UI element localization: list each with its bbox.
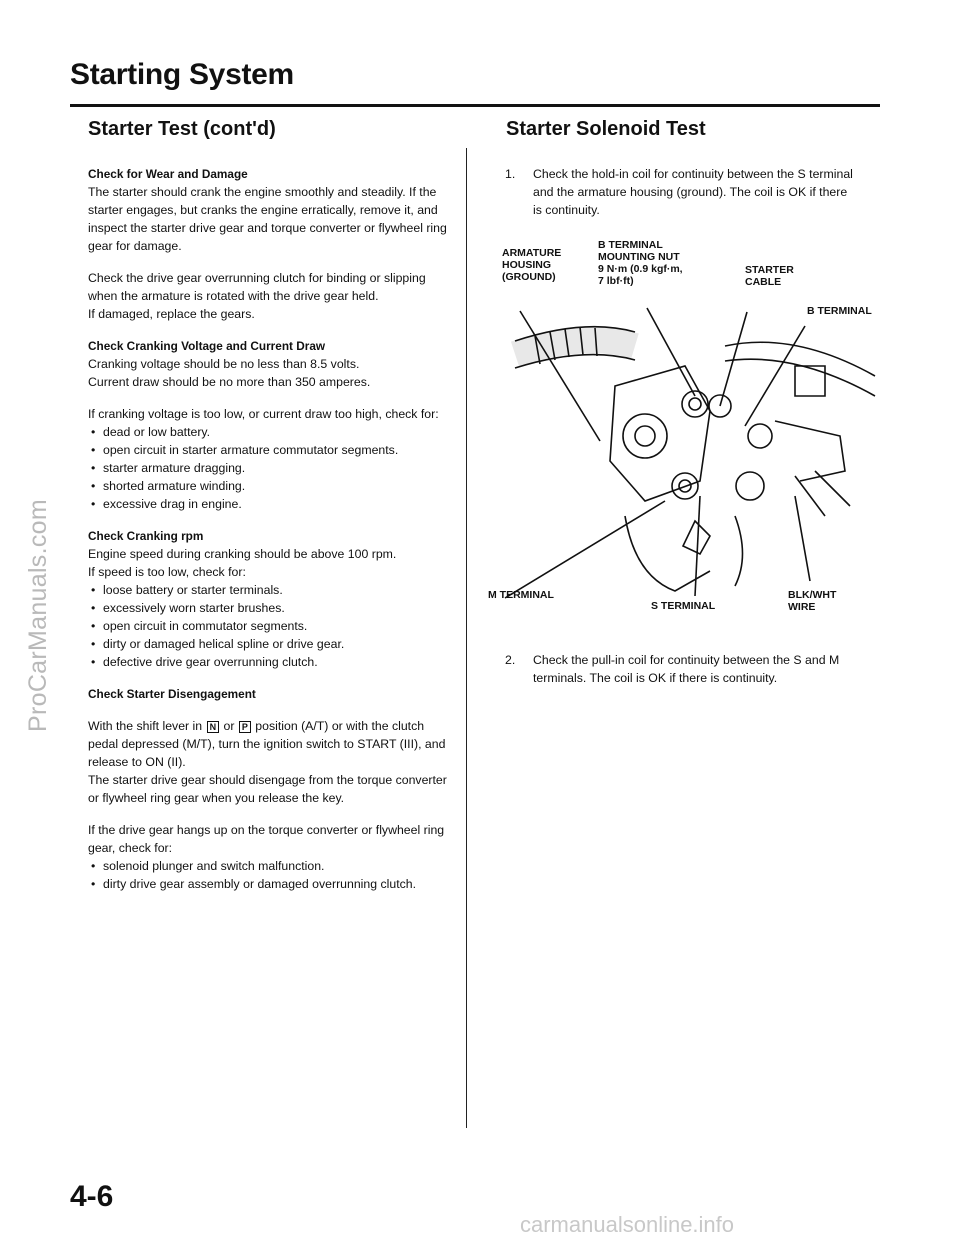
list-item: • dead or low battery.: [88, 423, 450, 441]
disengage-paragraph-1: With the shift lever in N or P position (A/T) or with the clutch pedal depressed (M/T), turn the ignition switch to START (III), and release to ON (II).: [88, 719, 446, 769]
wear-heading: Check for Wear and Damage: [88, 167, 248, 181]
neutral-key-icon: N: [207, 721, 220, 733]
wear-paragraph-3: If damaged, replace the gears.: [88, 307, 255, 321]
step-number: 2.: [505, 653, 516, 667]
list-item: • defective drive gear overrunning clutch.: [88, 653, 450, 671]
voltage-checklist: [88, 423, 450, 513]
solenoid-diagram: [488, 236, 875, 626]
column-divider: [466, 148, 467, 1128]
header-rule: [70, 104, 880, 107]
armature-housing-label: HOUSING: [502, 259, 552, 271]
voltage-heading: Check Cranking Voltage and Current Draw: [88, 339, 326, 353]
starter-test-title: Starter Test (cont'd): [88, 118, 276, 140]
voltage-intro: If cranking voltage is too low, or current draw too high, check for:: [88, 407, 439, 421]
wear-paragraph-2: Check the drive gear overrunning clutch for binding or slipping when the armature is rotated with the drive gear held.: [88, 271, 426, 303]
list-item: • starter armature dragging.: [88, 459, 450, 477]
voltage-line-1: Cranking voltage should be no less than 8.5 volts.: [88, 357, 360, 371]
list-item: • loose battery or starter terminals.: [88, 581, 450, 599]
b-terminal-nut-label: MOUNTING NUT: [598, 251, 680, 263]
solenoid-test-title: Starter Solenoid Test: [506, 118, 706, 140]
disengage-heading: Check Starter Disengagement: [88, 687, 256, 701]
step-2: [505, 651, 855, 687]
list-item: • dirty drive gear assembly or damaged overrunning clutch.: [88, 875, 450, 893]
blk-wht-wire-label: WIRE: [788, 601, 816, 613]
s-terminal-label: S TERMINAL: [651, 600, 716, 612]
voltage-line-2: Current draw should be no more than 350 amperes.: [88, 375, 371, 389]
m-terminal-label: M TERMINAL: [488, 589, 554, 601]
rpm-checklist: [88, 581, 450, 671]
page-number: 4-6: [70, 1180, 114, 1213]
step-text: Check the pull-in coil for continuity between the S and M terminals. The coil is OK if there is continuity.: [533, 653, 840, 685]
b-terminal-nut-label: B TERMINAL: [598, 239, 663, 251]
section-title: Starting System: [70, 58, 294, 91]
rpm-line-2: If speed is too low, check for:: [88, 565, 246, 579]
solenoid-illustration: [488, 236, 875, 626]
armature-housing-label: (GROUND): [502, 271, 556, 283]
list-item: • excessive drag in engine.: [88, 495, 450, 513]
list-item: • shorted armature winding.: [88, 477, 450, 495]
starter-cable-label: STARTER: [745, 264, 794, 276]
list-item: • dirty or damaged helical spline or drive gear.: [88, 635, 450, 653]
b-terminal-nut-label: 7 lbf·ft): [598, 275, 634, 287]
blk-wht-wire-label: BLK/WHT: [788, 589, 837, 601]
starter-cable-label: CABLE: [745, 276, 782, 288]
disengage-checklist: [88, 857, 450, 893]
wear-paragraph-1: The starter should crank the engine smoothly and steadily. If the starter engages, but cranks the engine erratically, remove it, and inspect the starter drive gear and torque converter or flywheel ring gear for damage.: [88, 185, 447, 253]
park-key-icon: P: [239, 721, 251, 733]
rpm-line-1: Engine speed during cranking should be above 100 rpm.: [88, 547, 397, 561]
armature-housing-label: ARMATURE: [502, 247, 562, 259]
rpm-heading: Check Cranking rpm: [88, 529, 204, 543]
starter-test-body: [88, 165, 450, 907]
list-item: • open circuit in starter armature commutator segments.: [88, 441, 450, 459]
vertical-watermark: ProCarManuals.com: [23, 498, 52, 732]
list-item: • solenoid plunger and switch malfunction.: [88, 857, 450, 875]
b-terminal-label: B TERMINAL: [807, 305, 872, 317]
disengage-paragraph-3: If the drive gear hangs up on the torque converter or flywheel ring gear, check for:: [88, 823, 445, 855]
footer-watermark: carmanualsonline.info: [520, 1212, 735, 1237]
step-number: 1.: [505, 167, 516, 181]
list-item: • open circuit in commutator segments.: [88, 617, 450, 635]
step-text: Check the hold-in coil for continuity between the S terminal and the armature housing (ground). The coil is OK if there is continuity.: [533, 167, 853, 217]
b-terminal-nut-label: 9 N·m (0.9 kgf·m,: [598, 263, 683, 275]
disengage-paragraph-2: The starter drive gear should disengage from the torque converter or flywheel ring gear when you release the key.: [88, 773, 447, 805]
step-1: [505, 165, 855, 219]
list-item: • excessively worn starter brushes.: [88, 599, 450, 617]
